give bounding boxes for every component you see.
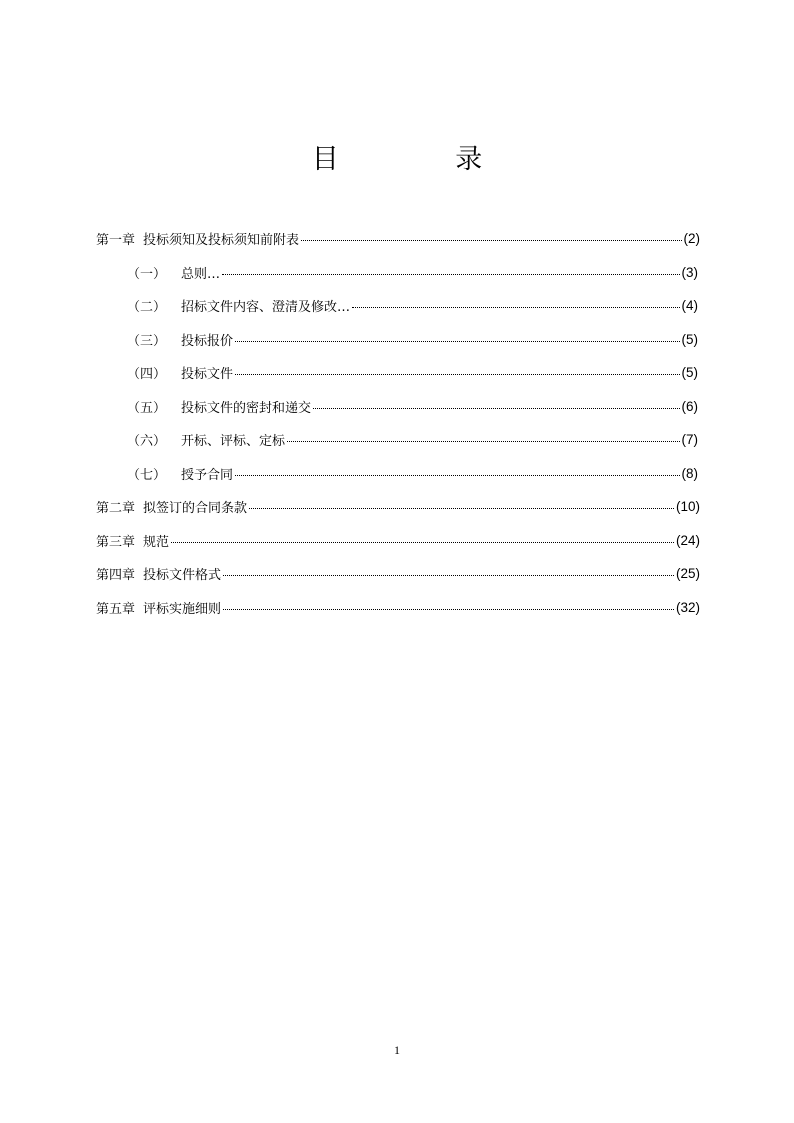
toc-entry[interactable] (0, 222, 794, 256)
dot-leader (222, 274, 679, 275)
dot-leader (223, 609, 674, 610)
toc-entry-label: 投标文件格式 (143, 568, 222, 584)
toc-entry-label: 投标须知及投标须知前附表 (143, 233, 300, 249)
toc-entry-label: 评标实施细则 (143, 601, 222, 617)
toc-entry-label: 投标报价 (181, 333, 234, 349)
toc-entry-page: (5) (681, 331, 698, 347)
toc-entry-number: 第一章 (96, 233, 136, 249)
toc-entry[interactable] (0, 356, 794, 390)
toc-entry-page: (32) (675, 599, 700, 615)
toc-entry[interactable] (0, 457, 794, 491)
toc-entry-page: (24) (675, 532, 700, 548)
toc-entry-label: 招标文件内容、澄清及修改… (181, 300, 351, 316)
toc-entry-page: (25) (675, 566, 700, 582)
toc-entry-page: (4) (681, 298, 698, 314)
dot-leader (235, 341, 679, 342)
dot-leader (249, 508, 674, 509)
toc-entry-label: 拟签订的合同条款 (143, 501, 248, 517)
toc-entry[interactable] (0, 591, 794, 625)
dot-leader (301, 240, 681, 241)
toc-entry-page: (10) (675, 499, 700, 515)
toc-entry-label: 规范 (143, 534, 170, 550)
toc-entry-page: (2) (683, 231, 700, 247)
toc-entry-label: 总则… (181, 266, 221, 282)
toc-entry-label: 开标、评标、定标 (181, 434, 286, 450)
toc-entry[interactable] (0, 256, 794, 290)
dot-leader (171, 542, 674, 543)
page-number: 1 (394, 1043, 400, 1057)
toc-entry-page: (7) (681, 432, 698, 448)
dot-leader (313, 408, 679, 409)
toc-entry-number: 第四章 (96, 568, 136, 584)
dot-leader (287, 441, 679, 442)
toc-entry-number: 第五章 (96, 601, 136, 617)
dot-leader (235, 475, 679, 476)
toc-entry[interactable] (0, 289, 794, 323)
toc-entry[interactable] (0, 423, 794, 457)
toc-entry[interactable] (0, 490, 794, 524)
toc-entry-number: （一） (127, 266, 167, 282)
toc-entry-number: 第三章 (96, 534, 136, 550)
toc-entry[interactable] (0, 557, 794, 591)
toc-entry-number: （七） (127, 467, 167, 483)
toc-entry-label: 授予合同 (181, 467, 234, 483)
toc-entry-page: (3) (681, 264, 698, 280)
toc-entry-label: 投标文件的密封和递交 (181, 400, 312, 416)
toc-entry-number: （三） (127, 333, 167, 349)
toc-entry-number: 第二章 (96, 501, 136, 517)
toc-entry-number: （五） (127, 400, 167, 416)
toc-entry[interactable] (0, 524, 794, 558)
toc-entry-number: （六） (127, 434, 167, 450)
toc-entry[interactable] (0, 323, 794, 357)
dot-leader (235, 374, 679, 375)
toc-entry-label: 投标文件 (181, 367, 234, 383)
table-of-contents (0, 222, 794, 624)
toc-entry-page: (6) (681, 398, 698, 414)
toc-entry-number: （四） (127, 367, 167, 383)
toc-entry-page: (5) (681, 365, 698, 381)
toc-entry-number: （二） (127, 300, 167, 316)
dot-leader (352, 307, 679, 308)
toc-entry-page: (8) (681, 465, 698, 481)
page-title: 目 录 (311, 144, 537, 175)
dot-leader (223, 575, 674, 576)
toc-entry[interactable] (0, 390, 794, 424)
